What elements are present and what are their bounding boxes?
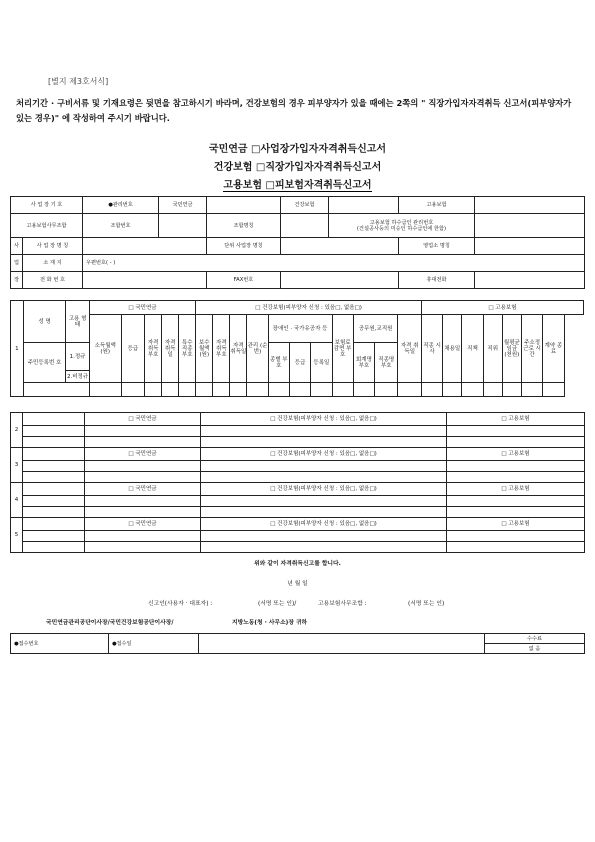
form-number: [별지 제3호서식] [48, 77, 109, 86]
rrn-label: 주민등록번 호 [23, 343, 66, 383]
nhis-header: □ 건강보험(피부양자 신청 : 있음□, 없음□) [201, 483, 447, 496]
row-number: 4 [11, 483, 23, 518]
postal-code-field[interactable]: 우편번호( - ) [83, 255, 585, 272]
cell[interactable] [375, 383, 398, 397]
employ-type-label: 고용 형태 [66, 301, 89, 343]
job-code-label: 직종명 부호 [375, 343, 398, 383]
row-number: 1 [11, 301, 24, 397]
ei-label: 고용보험 [399, 197, 475, 214]
cell[interactable] [23, 496, 85, 507]
person-5-table [10, 517, 585, 553]
cell[interactable] [89, 383, 121, 397]
mobile-value[interactable] [475, 272, 585, 289]
title-nps: 국민연금 □사업장가입자자격취득신고서 [208, 144, 387, 155]
contract-label: 계약 종료 [543, 315, 564, 383]
union-name-label: 조합명칭 [207, 214, 281, 238]
business-name-value[interactable] [83, 238, 207, 255]
name-label: 성 명 [23, 301, 66, 343]
cell[interactable] [23, 472, 85, 483]
ei-header: □ 고용보험 [447, 448, 585, 461]
name-value[interactable] [23, 483, 85, 496]
nps-label: 국민연금 [159, 197, 207, 214]
fee-value: 없 음 [485, 644, 585, 654]
person-1-table [10, 300, 584, 397]
cell[interactable] [85, 426, 201, 437]
nps-header: □ 국민연금 [85, 413, 201, 426]
grade-label: 등급 [121, 315, 144, 383]
cell[interactable] [201, 472, 447, 483]
cell[interactable] [121, 383, 144, 397]
recipients: 국민연금관리공단이사장/국민건강보험공단이사장/ [46, 620, 174, 626]
cell[interactable] [462, 383, 483, 397]
cell[interactable] [447, 461, 585, 472]
ei-header: □ 고용보험 [447, 518, 585, 531]
name-value[interactable] [23, 518, 85, 531]
name-value[interactable] [23, 448, 85, 461]
duty-label: 직책 [462, 315, 483, 383]
nps-header: □ 국민연금 [85, 483, 201, 496]
phone-value[interactable] [83, 272, 207, 289]
union-name-value[interactable] [281, 214, 329, 238]
position-label: 직위 [483, 315, 502, 383]
person-4-table [10, 482, 585, 518]
cell[interactable] [268, 383, 289, 397]
nhis-header: □ 건강보험(피부양자 신청 : 있음□, 없음□) [201, 413, 447, 426]
unit-name-label: 단위 사업장 명칭 [207, 238, 281, 255]
union-sign[interactable]: (서명 또는 인) [408, 601, 445, 607]
person-2-table [10, 412, 585, 448]
cell[interactable] [23, 461, 85, 472]
phone-label: 전 화 번 호 [23, 272, 83, 289]
ei-header: □ 고용보험 [447, 483, 585, 496]
branch-name-value[interactable] [475, 238, 585, 255]
nhis-header: □ 건강보험(피부양자 신청 : 있음□, 없음□) [201, 518, 447, 531]
nps-header: □ 국민연금 [85, 518, 201, 531]
ei-union-label: 고용보험사무조합 [11, 214, 83, 238]
fax-label: FAX번호 [207, 272, 281, 289]
cell[interactable] [543, 383, 564, 397]
subcontract-value[interactable] [475, 214, 585, 238]
cell[interactable] [201, 507, 447, 518]
row-number: 3 [11, 448, 23, 483]
mgmt-no-label: ●관리번호 [83, 197, 159, 214]
ei-acq-date-label: 자격 취득일 [398, 315, 421, 383]
cell[interactable] [162, 383, 179, 397]
affiliation-label: 회계명 부호 [353, 343, 374, 383]
reg-date-label: 등록일 [311, 343, 332, 383]
cell[interactable] [447, 496, 585, 507]
cell[interactable] [521, 383, 542, 397]
type-option-1[interactable]: 1.정규 [66, 343, 89, 371]
cell[interactable] [201, 461, 447, 472]
person-3-table [10, 447, 585, 483]
cell[interactable] [85, 472, 201, 483]
nps-header: □ 국민연금 [89, 301, 196, 315]
premium-reduce-label: 보험료 감면 부호 [332, 315, 353, 383]
cell[interactable] [85, 461, 201, 472]
cell[interactable] [447, 426, 585, 437]
business-code-label: 사 업 장 기 호 [11, 197, 83, 214]
acq-reason-label: 자격 취득 부호 [145, 315, 162, 383]
cell[interactable] [145, 383, 162, 397]
unit-name-value[interactable] [281, 238, 399, 255]
cell[interactable] [85, 542, 201, 553]
hire-date-label: 채용일 [443, 315, 462, 383]
cell[interactable] [196, 383, 213, 397]
receipt-date-label: ●접수일 [109, 634, 199, 654]
cell[interactable] [247, 383, 268, 397]
cell[interactable] [421, 383, 442, 397]
side-label-2: 업 [11, 255, 23, 272]
nhis-header: □ 건강보험(피부양자 신청 : 있음□, 없음□) [196, 301, 422, 315]
ei-union-label: 고용보험사무조합 : [318, 601, 367, 607]
monthly-wage-label: 월평균 임금 (천원) [502, 315, 521, 383]
ei-header: □ 고용보험 [447, 413, 585, 426]
mobile-label: 휴대전화 [399, 272, 475, 289]
cell[interactable] [447, 531, 585, 542]
branch-name-label: 영업소 명칭 [399, 238, 475, 255]
cell[interactable] [23, 507, 85, 518]
special-job-label: 특수 직종 부호 [179, 315, 196, 383]
health-acq-date-label: 자격 취득일 [230, 315, 247, 383]
civil-servant-label: 공무원,교직원 [353, 315, 398, 343]
title-ei: 고용보험 □피보험자격취득신고서 [223, 180, 372, 191]
business-name-label: 사 업 장 명 칭 [23, 238, 83, 255]
cell[interactable] [201, 531, 447, 542]
address-label: 소 재 지 [23, 255, 83, 272]
row-number: 2 [11, 413, 23, 448]
side-label-3: 장 [11, 272, 23, 289]
cell[interactable] [201, 437, 447, 448]
weekly-hours-label: 주소정 근로 시간 [521, 315, 542, 383]
cell[interactable] [443, 383, 462, 397]
cell[interactable] [201, 426, 447, 437]
nps-value[interactable] [207, 197, 281, 214]
recipients-2: 지방노동(청 · 사무소)장 귀하 [232, 620, 308, 626]
ei-header: □ 고용보험 [421, 301, 583, 315]
cell[interactable] [502, 383, 521, 397]
cell[interactable] [447, 507, 585, 518]
cell[interactable] [447, 437, 585, 448]
monthly-income-label: 소득월액 (원) [89, 315, 121, 383]
nhis-header: □ 건강보험(피부양자 신청 : 있음□, 없음□) [201, 448, 447, 461]
cell[interactable] [447, 472, 585, 483]
subcontract-label: 고용보험 하수급인 관리번호 (건설공사등의 미승인 하수급인에 한함) [329, 214, 475, 238]
name-value[interactable] [23, 413, 85, 426]
disabled-label: 장애인 · 국가유공자 등 [268, 315, 332, 343]
cell[interactable] [85, 507, 201, 518]
cell[interactable] [23, 531, 85, 542]
cell[interactable] [311, 383, 332, 397]
cell[interactable] [179, 383, 196, 397]
cell[interactable] [23, 542, 85, 553]
nps-header: □ 국민연금 [85, 448, 201, 461]
cell[interactable] [23, 437, 85, 448]
nhis-value[interactable] [329, 197, 399, 214]
cell[interactable] [201, 542, 447, 553]
date-line[interactable]: 년 월 일 [287, 581, 308, 587]
ei-value[interactable] [475, 197, 585, 214]
cell[interactable] [85, 496, 201, 507]
fee-label: 수수료 [485, 634, 585, 644]
receipt-table [10, 633, 585, 654]
cell[interactable] [353, 383, 374, 397]
nhis-label: 건강보험 [281, 197, 329, 214]
union-no-value[interactable] [159, 214, 207, 238]
row-number: 5 [11, 518, 23, 553]
title-nhis: 건강보험 □직장가입자자격취득신고서 [213, 162, 382, 173]
cell[interactable] [483, 383, 502, 397]
fax-value[interactable] [281, 272, 399, 289]
confirm-text: 위와 같이 자격취득신고를 합니다. [254, 561, 341, 567]
person-1-rrn-value[interactable] [23, 383, 89, 397]
disabled-code-label: 종별 부호 [268, 343, 289, 383]
cell[interactable] [85, 531, 201, 542]
receipt-no-label: ●접수번호 [11, 634, 109, 654]
type-option-2[interactable]: 2.비정규 [66, 371, 89, 383]
union-no-label: 조합번호 [83, 214, 159, 238]
acq-date-label: 자격 취득 일 [162, 315, 179, 383]
cell[interactable] [23, 426, 85, 437]
reporter-sign[interactable]: (서명 또는 인)/ [258, 601, 297, 607]
receipt-blank [199, 634, 485, 654]
disabled-grade-label: 등급 [289, 343, 310, 383]
side-label-1: 사 [11, 238, 23, 255]
cell[interactable] [213, 383, 230, 397]
establishment-table [10, 196, 585, 289]
reporter-label: 신고인(사용자 · 대표자) : [148, 601, 213, 607]
cell[interactable] [447, 542, 585, 553]
cell[interactable] [85, 437, 201, 448]
cell[interactable] [289, 383, 310, 397]
cell[interactable] [230, 383, 247, 397]
cell[interactable] [332, 383, 353, 397]
cell[interactable] [398, 383, 421, 397]
job-label: 직종 시사 [421, 315, 442, 383]
insured-month-label: 보수 월액 (원) [196, 315, 213, 383]
notice-text: 처리기간 · 구비서류 및 기재요령은 뒷면을 참고하시기 바라며, 건강보험의 경우 피부양자가 있을 때에는 2쪽의 " 직장가입자자격취득 신고서(피부양자가 있는 경우)" 에 작성하여 주시기 바랍니다. [16, 98, 572, 123]
health-acq-reason-label: 자격 취득 부호 [213, 315, 230, 383]
office-label: 관리 (순번) [247, 315, 268, 383]
cell[interactable] [201, 496, 447, 507]
